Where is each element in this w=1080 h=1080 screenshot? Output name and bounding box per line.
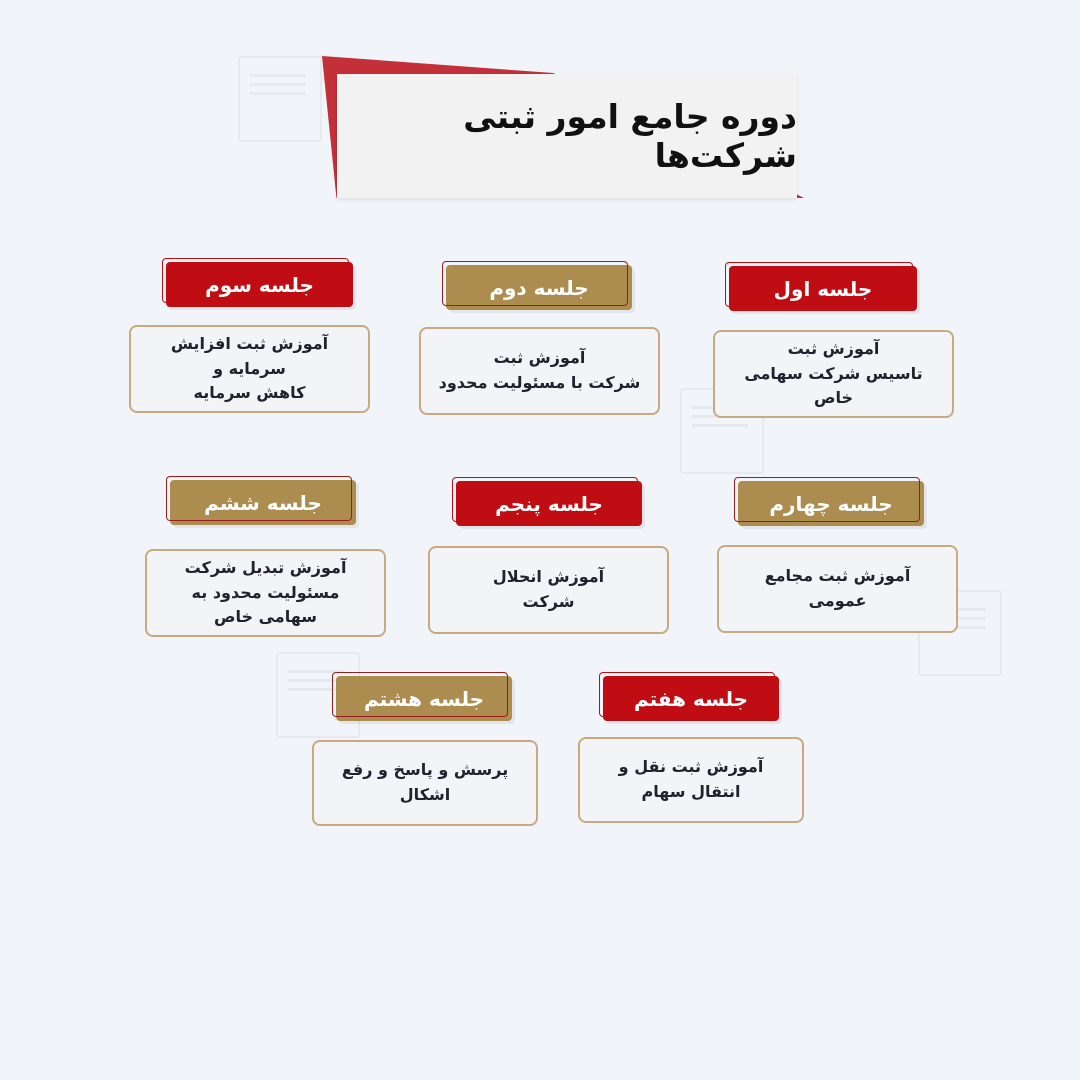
session-8-badge: جلسه هشتم (336, 676, 512, 721)
session-6-description: آموزش تبدیل شرکت مسئولیت محدود به سهامی خاص (145, 549, 386, 637)
session-7-badge: جلسه هفتم (603, 676, 779, 721)
session-1-description: آموزش ثبت تاسیس شرکت سهامی خاص (713, 330, 954, 418)
session-4-badge: جلسه چهارم (738, 481, 924, 526)
session-8-description: پرسش و پاسخ و رفع اشکال (312, 740, 538, 826)
session-1-badge: جلسه اول (729, 266, 917, 311)
session-2-description: آموزش ثبت شرکت با مسئولیت محدود (419, 327, 660, 415)
page-title: دوره جامع امور ثبتی شرکت‌ها (463, 97, 797, 175)
session-6-badge: جلسه ششم (170, 480, 356, 525)
watermark-document-icon (238, 56, 322, 142)
session-2-badge: جلسه دوم (446, 265, 632, 310)
session-5-badge: جلسه پنجم (456, 481, 642, 526)
session-3-description: آموزش ثبت افزایش سرمایه و کاهش سرمایه (129, 325, 370, 413)
session-3-badge: جلسه سوم (166, 262, 353, 307)
session-5-description: آموزش انحلال شرکت (428, 546, 669, 634)
session-4-description: آموزش ثبت مجامع عمومی (717, 545, 958, 633)
session-7-description: آموزش ثبت نقل و انتقال سهام (578, 737, 804, 823)
title-card (337, 74, 797, 198)
